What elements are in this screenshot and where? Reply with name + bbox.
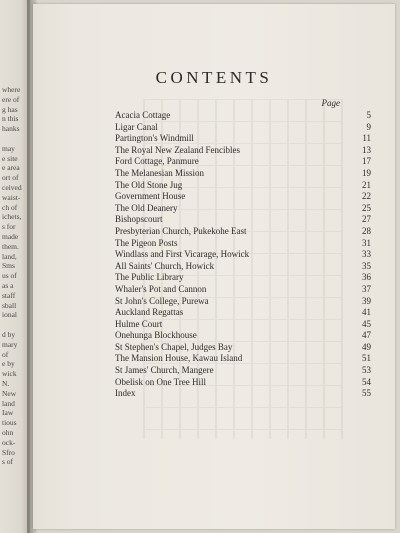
contents-entry [115,365,371,377]
facing-page-text-fragment: ch of [2,202,18,212]
contents-entry [115,319,371,331]
facing-page-text-fragment: ceived [2,183,22,192]
entry-title: Government House [115,191,186,202]
contents-entry [115,110,371,122]
entry-page-number: 39 [362,295,371,306]
entry-title: The Pigeon Posts [115,237,178,248]
contents-list [115,110,371,400]
entry-title: All Saints' Church, Howick [115,260,215,271]
entry-title: The Royal New Zealand Fencibles [115,144,240,155]
entry-title: St Stephen's Chapel, Judges Bay [115,341,233,352]
facing-page-text-fragment: wick [2,369,17,379]
facing-page-text-fragment: mary [2,339,18,349]
contents-entry [115,180,371,192]
contents-entry [115,377,371,389]
entry-page-number: 54 [362,376,371,387]
contents-entry [115,156,371,168]
contents-entry [115,214,371,226]
entry-title: The Mansion House, Kawau Island [115,353,243,364]
facing-page-text-fragment: s of [2,457,14,467]
facing-page-text-fragment: s for [2,222,16,232]
contents-entry [115,122,371,134]
contents-entry [115,272,371,284]
entry-title: The Melanesian Mission [115,167,204,178]
entry-page-number: 11 [362,133,371,144]
facing-page-text-fragment: ock- [2,437,16,447]
entry-page-number: 17 [362,156,371,167]
contents-entry [115,168,371,180]
contents-entry [115,249,371,261]
entry-page-number: 55 [362,388,371,399]
facing-page-text-fragment: made [2,232,19,241]
facing-page-text-fragment: us of [2,271,17,281]
entry-page-number: 5 [366,110,371,120]
contents-entry [115,133,371,145]
facing-page-text-fragment: n this [2,114,19,124]
facing-page-text-fragment: ere of [2,94,20,104]
entry-page-number: 37 [362,283,371,294]
entry-title: The Public Library [115,272,184,283]
facing-page-text-fragment: staff [2,290,16,300]
entry-title: Ligar Canal [115,121,158,132]
facing-page-text-fragment: New [2,388,17,398]
entry-page-number: 41 [362,307,371,318]
entry-page-number: 22 [362,191,371,202]
facing-page-text-fragment: e by [2,359,15,369]
entry-page-number: 51 [362,353,371,364]
facing-page-text-fragment: Sms [2,261,15,271]
facing-page-text-fragment: may [2,143,15,153]
facing-page-text-fragment: e area [2,163,20,173]
entry-page-number: 21 [362,179,371,190]
entry-page-number: 35 [362,260,371,271]
page-column-heading: Page [321,98,340,108]
entry-title: Bishopscourt [115,214,163,225]
entry-title: Index [115,388,136,399]
contents-entry [115,388,371,400]
entry-page-number: 25 [362,202,371,213]
entry-page-number: 28 [362,225,371,236]
entry-page-number: 31 [362,237,371,248]
entry-title: Windlass and First Vicarage, Howick [115,249,250,260]
entry-title: The Old Deanery [115,202,178,213]
facing-page-text-fragment: ichets, [2,212,22,222]
entry-page-number: 47 [362,330,371,341]
contents-entry [115,330,371,342]
entry-title: Obelisk on One Tree Hill [115,376,206,387]
entry-title: Ford Cottage, Panmure [115,156,199,167]
facing-page-text-fragment: waist- [2,192,21,202]
contents-entry [115,284,371,296]
facing-page-text-fragment: hanks [2,124,20,134]
facing-page-text-fragment: N. [2,379,10,388]
facing-page-text-fragment: tious [2,418,17,428]
entry-page-number: 45 [362,318,371,329]
entry-title: Whaler's Pot and Cannon [115,283,207,294]
facing-page-text-fragment: ort of [2,173,19,183]
contents-entry [115,261,371,273]
entry-page-number: 9 [366,121,371,132]
contents-entry [115,307,371,319]
entry-title: Partington's Windmill [115,133,194,144]
entry-title: St James' Church, Mangere [115,365,214,376]
contents-entry [115,203,371,215]
entry-title: St John's College, Purewa [115,295,209,306]
facing-page-text-fragment: as a [2,281,14,290]
entry-title: The Old Stone Jug [115,179,183,190]
entry-title: Acacia Cottage [115,110,171,120]
entry-page-number: 36 [362,272,371,283]
entry-page-number: 19 [362,167,371,178]
entry-title: Auckland Regattas [115,307,184,318]
facing-page-text-fragment: g has [2,104,18,114]
facing-page-text-fragment: sball [2,300,17,310]
contents-entry [115,191,371,203]
entry-page-number: 49 [362,341,371,352]
facing-page-text-fragment: where [2,85,21,94]
contents-entry [115,342,371,354]
entry-title: Presbyterian Church, Pukekohe East [115,225,247,236]
contents-entry [115,145,371,157]
facing-page [0,0,30,533]
page-title: CONTENTS [155,68,273,87]
entry-title: Onehunga Blockhouse [115,330,197,341]
entry-page-number: 53 [362,365,371,376]
facing-page-text-fragment: Iaw [2,408,14,418]
facing-page-text-fragment: land [2,398,15,408]
facing-page-text-fragment: Sfro [2,447,15,457]
entry-page-number: 33 [362,249,371,260]
facing-page-text-fragment: ional [2,310,17,320]
contents-page [33,4,395,529]
facing-page-text-fragment: e site [2,153,18,163]
facing-page-text-fragment: d by [2,330,16,339]
facing-page-text-fragment: land, [2,251,17,261]
contents-entry [115,226,371,238]
contents-entry [115,353,371,365]
entry-page-number: 13 [362,144,371,155]
facing-page-text-fragment: them. [2,241,19,251]
contents-entry [115,296,371,308]
contents-entry [115,238,371,250]
entry-page-number: 27 [362,214,371,225]
entry-title: Hulme Court [115,318,163,329]
facing-page-text-fragment: of [2,349,9,359]
facing-page-text-fragment: ohn [2,428,14,437]
